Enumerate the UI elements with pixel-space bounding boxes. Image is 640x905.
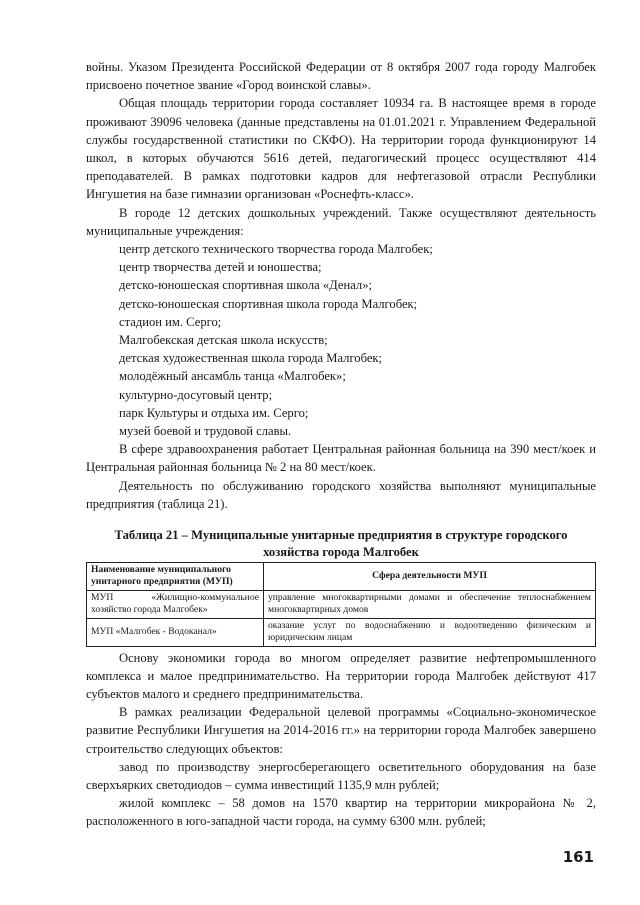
- list-item: музей боевой и трудовой славы.: [119, 424, 292, 439]
- list-item: стадион им. Серго;: [119, 314, 222, 329]
- paragraph-healthcare: В сфере здравоохранения работает Центральная районная больница на 390 мест/коек и Центральная районная больница № 2 на 80 мест/коек.: [86, 442, 596, 475]
- municipal-enterprises-table: [86, 562, 596, 646]
- list-item: детско-юношеская спортивная школа города Малгобек;: [119, 296, 418, 311]
- list-item: Малгобекская детская школа искусств;: [119, 333, 328, 348]
- list-item: парк Культуры и отдыха им. Серго;: [119, 405, 309, 420]
- paragraph-city-area: Общая площадь территории города составляет 10934 га. В настоящее время в городе проживают 39096 человека (данные представлены на 01.01.2021 г. Управлением Федеральной службы государственной статистики по СКФО). На территории города функционируют 14 школ, в которых обучаются 5616 детей, педагогический процесс осуществляют 414 преподавателей. В рамках подготовки кадров для нефтегазовой отрасли Республики Ингушетия на базе гимназии организован «Роснефть-класс».: [86, 96, 596, 202]
- paragraph-preschools: В городе 12 детских дошкольных учреждений. Также осуществляют деятельность муниципальные учреждения:: [86, 205, 596, 238]
- list-item: культурно-досуговый центр;: [119, 387, 273, 402]
- table-caption: Таблица 21 – Муниципальные унитарные предприятия в структуре городского хозяйства города Малгобек: [114, 528, 568, 560]
- list-item: детско-юношеская спортивная школа «Денал»;: [119, 278, 373, 293]
- table-cell: управление многоквартирными домами и обеспечение теплоснабжением многоквартирных домов: [264, 590, 596, 618]
- list-item: молодёжный ансамбль танца «Малгобек»;: [119, 369, 346, 384]
- list-item: центр детского технического творчества города Малгобек;: [119, 242, 433, 257]
- table-row: [87, 590, 596, 618]
- institutions-list: [86, 240, 596, 440]
- paragraph-federal-program: В рамках реализации Федеральной целевой программы «Социально-экономическое развитие Республики Ингушетия на 2014-2016 гг.» на территории города Малгобек завершено строительство следующих объектов:: [86, 705, 596, 756]
- paragraph-war-glory: войны. Указом Президента Российской Федерации от 8 октября 2007 года городу Малгобек присвоено почетное звание «Город воинской славы».: [86, 60, 596, 93]
- table-cell: МУП «Малгобек - Водоканал»: [87, 618, 264, 646]
- document-page: [86, 58, 596, 831]
- list-item: центр творчества детей и юношества;: [119, 260, 322, 275]
- table-row: [87, 618, 596, 646]
- paragraph-economy: Основу экономики города во многом определяет развитие нефтепромышленного комплекса и малое предпринимательство. На территории города Малгобек действуют 417 субъектов малого и среднего предпринимательства.: [86, 650, 596, 701]
- list-item: детская художественная школа города Малгобек;: [119, 351, 383, 366]
- table-header-cell: Наименование муниципального унитарного предприятия (МУП): [87, 563, 264, 591]
- table-header-cell: Сфера деятельности МУП: [264, 563, 596, 591]
- paragraph-housing-complex: жилой комплекс – 58 домов на 1570 квартир на территории микрорайона № 2, расположенного в юго-западной части города, на сумму 6300 млн. рублей;: [86, 796, 596, 829]
- paragraph-led-plant: завод по производству энергосберегающего осветительного оборудования на базе сверхъярких светодиодов – сумма инвестиций 1135,9 млн рублей;: [86, 759, 596, 792]
- table-cell: МУП «Жилищно-коммунальное хозяйство города Малгобек»: [87, 590, 264, 618]
- page-number: 161: [562, 848, 594, 866]
- table-cell: оказание услуг по водоснабжению и водоотведению физическим и юридическим лицам: [264, 618, 596, 646]
- paragraph-utilities: Деятельность по обслуживанию городского хозяйства выполняют муниципальные предприятия (таблица 21).: [86, 478, 596, 511]
- table-header-row: [87, 563, 596, 591]
